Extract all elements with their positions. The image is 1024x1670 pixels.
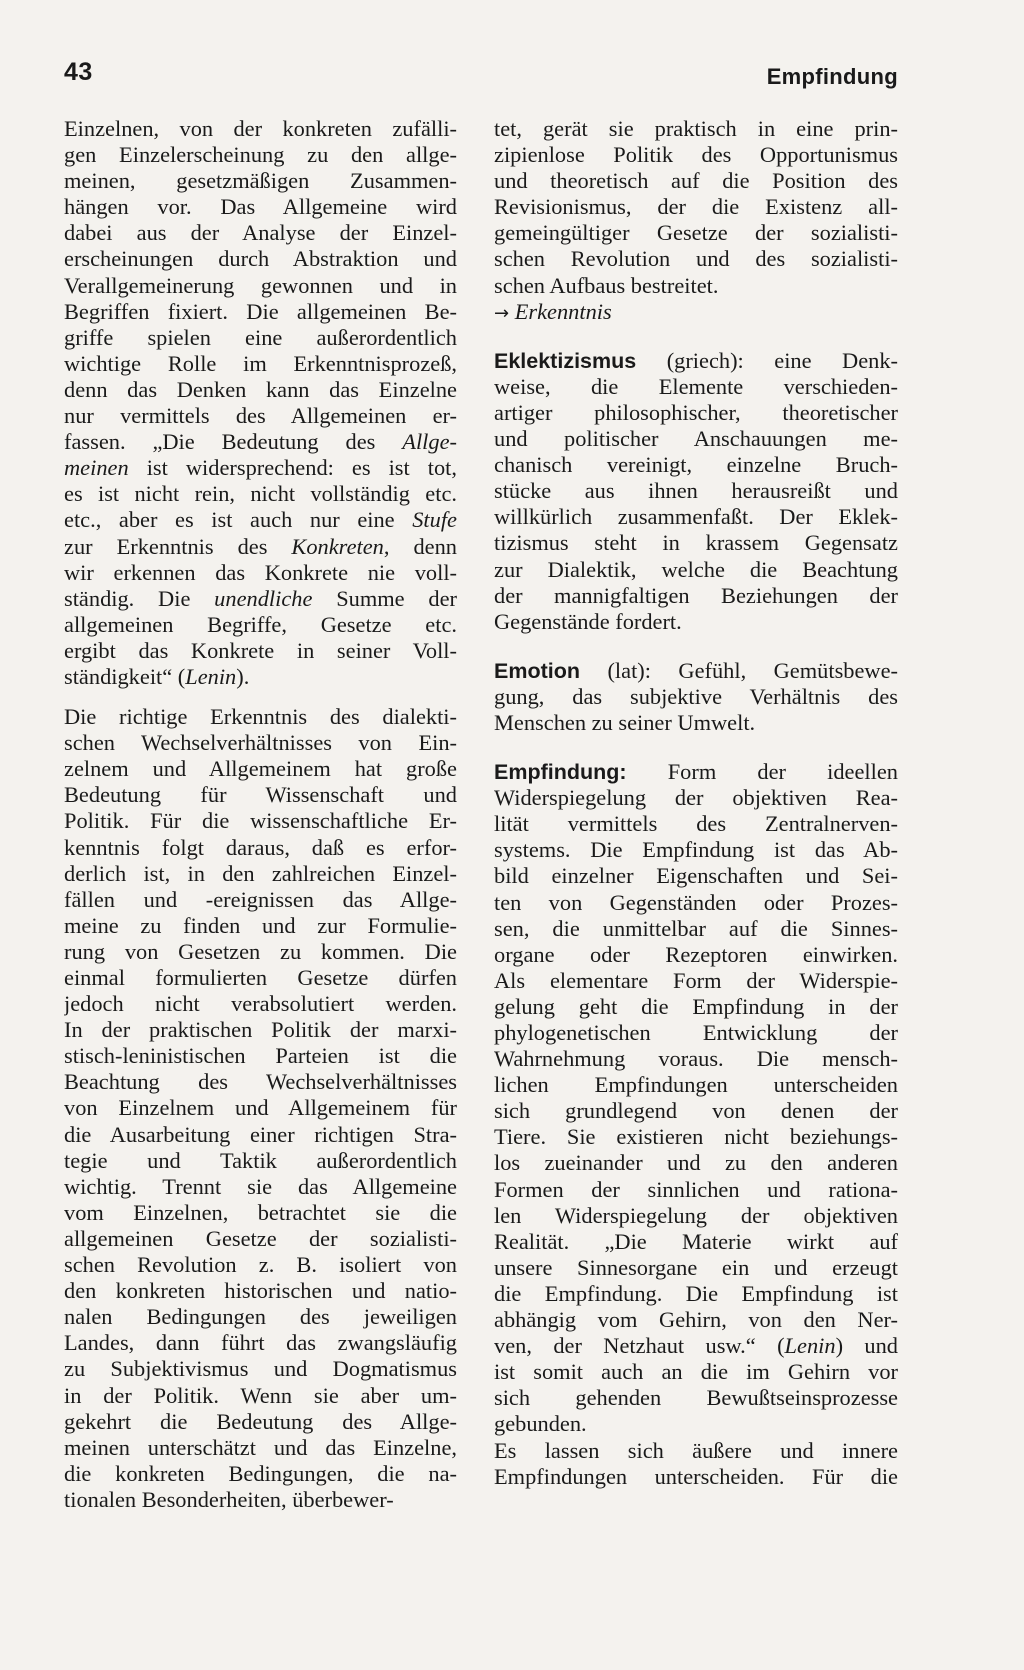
text-line	[64, 586, 457, 612]
left-column	[64, 116, 457, 1513]
cross-reference[interactable]	[494, 299, 898, 325]
text-line: denn das Denken kann das Einzelne	[64, 376, 457, 402]
text-line: zu Subjektivismus und Dogmatismus	[64, 1356, 457, 1382]
text-line: zur Dialektik, welche die Beachtung	[494, 556, 898, 582]
text-line: gebunden.	[494, 1411, 587, 1437]
entry-first-line	[494, 348, 898, 374]
text-line: schen Wechselverhältnisses von Ein-	[64, 730, 457, 756]
entry-first-line	[494, 759, 898, 785]
italic-term: Allge-	[402, 429, 457, 455]
text-fragment: ).	[236, 663, 250, 689]
text-line: die Empfindung. Die Empfindung ist	[494, 1280, 898, 1306]
text-line: chanisch vereinigt, einzelne Bruch-	[494, 452, 898, 478]
text-line: Empfindungen unterscheiden. Für die	[494, 1463, 898, 1489]
entry-headword: Empfindung:	[494, 760, 627, 785]
text-line: nur vermittels des Allgemeinen er-	[64, 403, 457, 429]
text-line	[64, 455, 457, 481]
entry-headword: Eklektizismus	[494, 348, 637, 373]
entry-eklektizismus	[494, 348, 898, 635]
italic-term: Konkreten	[291, 533, 384, 559]
text-fragment: Summe der	[312, 585, 457, 611]
text-line: Beachtung des Wechselverhältnisses	[64, 1069, 457, 1095]
entry-headword: Emotion	[494, 658, 580, 683]
text-line: meine zu finden und zur Formulie-	[64, 912, 457, 938]
text-line: meinen unterschätzt und das Einzelne,	[64, 1434, 457, 1460]
text-fragment: ständigkeit“ (	[64, 663, 186, 689]
text-line: Politik. Für die wissenschaftliche Er-	[64, 808, 457, 834]
text-line: gen Einzelerscheinung zu den allge-	[64, 142, 457, 168]
paragraph-continuation-right	[494, 116, 898, 299]
text-line: gemeingültiger Gesetze der sozialisti-	[494, 220, 898, 246]
text-line: wichtige Rolle im Erkenntnisprozeß,	[64, 350, 457, 376]
text-line: stücke aus ihnen herausreißt und	[494, 478, 898, 504]
text-line: In der praktischen Politik der marxi-	[64, 1017, 457, 1043]
text-line: ist somit auch an die im Gehirn vor	[494, 1359, 898, 1385]
text-line	[64, 534, 457, 560]
italic-term: meinen	[64, 455, 129, 481]
text-line: Gegenstände fordert.	[494, 608, 682, 634]
running-head: Empfindung	[766, 64, 898, 89]
text-line: sich grundlegend von denen der	[494, 1098, 898, 1124]
text-line: abhängig vom Gehirn, von den Ner-	[494, 1307, 898, 1333]
text-line: Tiere. Sie existieren nicht beziehungs-	[494, 1124, 898, 1150]
text-line: wir erkennen das Konkrete nie voll-	[64, 559, 457, 585]
text-line: Widerspiegelung der objektiven Rea-	[494, 785, 898, 811]
text-fragment: (griech): eine Denk-	[636, 347, 898, 373]
text-line: systems. Die Empfindung ist das Ab-	[494, 837, 898, 863]
text-line: Als elementare Form der Widerspie-	[494, 967, 898, 993]
text-line: artiger philosophischer, theoretischer	[494, 399, 898, 425]
text-line: nalen Bedingungen des jeweiligen	[64, 1304, 457, 1330]
text-line: gelung geht die Empfindung in der	[494, 993, 898, 1019]
text-line: fällen und -ereignissen das Allge-	[64, 886, 457, 912]
text-line: Begriffen fixiert. Die allgemeinen Be-	[64, 298, 457, 324]
text-line: zelnem und Allgemeinem hat große	[64, 756, 457, 782]
entry-first-line	[494, 658, 898, 684]
text-line: Die richtige Erkenntnis des dialekti-	[64, 704, 457, 730]
text-line: derlich ist, in den zahlreichen Einzel-	[64, 860, 457, 886]
text-line	[494, 1333, 898, 1359]
text-line: bild einzelner Eigenschaften und Sei-	[494, 863, 898, 889]
text-line: ten von Gegenständen oder Prozes-	[494, 889, 898, 915]
text-line: den konkreten historischen und natio-	[64, 1278, 457, 1304]
text-line	[64, 664, 457, 690]
text-line: ergibt das Konkrete in seiner Voll-	[64, 637, 457, 663]
text-line: meinen, gesetzmäßigen Zusammen-	[64, 168, 457, 194]
text-fragment: ständig. Die	[64, 585, 215, 611]
italic-term: Lenin	[784, 1333, 836, 1359]
text-line: stisch-leninistischen Parteien ist die	[64, 1043, 457, 1069]
page-number: 43	[64, 58, 93, 86]
text-fragment: fassen. „Die Bedeutung des	[64, 429, 403, 455]
text-line: der mannigfaltigen Beziehungen der	[494, 582, 898, 608]
text-line: schen Revolution z. B. isoliert von	[64, 1252, 457, 1278]
text-line: unsere Sinnesorgane ein und erzeugt	[494, 1254, 898, 1280]
text-line: die Ausarbeitung einer richtigen Stra-	[64, 1121, 457, 1147]
text-line: organe oder Rezeptoren einwirken.	[494, 941, 898, 967]
italic-term: Lenin	[185, 663, 237, 689]
text-line	[64, 429, 457, 455]
text-line: jedoch nicht verabsolutiert werden.	[64, 991, 457, 1017]
text-fragment: etc., aber es ist auch nur eine	[64, 507, 413, 533]
text-line: lität vermittels des Zentralnerven-	[494, 811, 898, 837]
text-line: sen, die unmittelbar auf die Sinnes-	[494, 915, 898, 941]
arrow-right-icon: →	[494, 302, 510, 324]
text-line: es ist nicht rein, nicht vollständig etc.	[64, 481, 457, 507]
text-line: Bedeutung für Wissenschaft und	[64, 782, 457, 808]
text-line	[64, 507, 457, 533]
text-line: dabei aus der Analyse der Einzel-	[64, 220, 457, 246]
text-line: rung von Gesetzen zu kommen. Die	[64, 938, 457, 964]
text-line: und politischer Anschauungen me-	[494, 426, 898, 452]
text-line: sich gehenden Bewußtseinsprozesse	[494, 1385, 898, 1411]
text-line: Einzelnen, von der konkreten zufälli-	[64, 116, 457, 141]
text-line: kenntnis folgt daraus, daß es erfor-	[64, 834, 457, 860]
text-line: gekehrt die Bedeutung des Allge-	[64, 1408, 457, 1434]
italic-term: unendliche	[214, 585, 313, 611]
text-line: weise, die Elemente verschieden-	[494, 373, 898, 399]
text-line: allgemeinen Begriffe, Gesetze etc.	[64, 611, 457, 637]
text-line: Verallgemeinerung gewonnen und in	[64, 272, 457, 298]
text-line: und theoretisch auf die Position des	[494, 168, 898, 194]
text-line: Es lassen sich äußere und innere	[494, 1437, 898, 1463]
right-column	[494, 116, 898, 1490]
text-line: Menschen zu seiner Umwelt.	[494, 709, 756, 735]
text-line: vom Einzelnen, betrachtet sie die	[64, 1199, 457, 1225]
text-line: wichtig. Trennt sie das Allgemeine	[64, 1173, 457, 1199]
text-fragment: ) und	[835, 1333, 898, 1359]
text-line: einmal formulierten Gesetze dürfen	[64, 965, 457, 990]
text-fragment: ven, der Netzhaut usw.“ (	[494, 1333, 785, 1359]
text-fragment: Form der ideellen	[626, 759, 898, 785]
text-line: tet, gerät sie praktisch in eine prin-	[494, 116, 898, 141]
text-line: los zueinander und zu den anderen	[494, 1150, 898, 1176]
entry-emotion	[494, 658, 898, 736]
paragraph-dialectics	[64, 704, 457, 1513]
text-line: Realität. „Die Materie wirkt auf	[494, 1228, 898, 1254]
text-line: Wahrnehmung voraus. Die mensch-	[494, 1046, 898, 1072]
text-line: Landes, dann führt das zwangsläufig	[64, 1330, 457, 1356]
paragraph-continuation	[64, 116, 457, 690]
text-line: allgemeinen Gesetze der sozialisti-	[64, 1225, 457, 1251]
text-fragment: (lat): Gefühl, Gemütsbewe-	[580, 657, 898, 683]
text-line: lichen Empfindungen unterscheiden	[494, 1072, 898, 1098]
text-line: gung, das subjektive Verhältnis des	[494, 683, 898, 709]
entry-empfindung	[494, 759, 898, 1490]
text-line: erscheinungen durch Abstraktion und	[64, 246, 457, 272]
text-fragment: zur Erkenntnis des	[64, 533, 292, 559]
text-line: griffe spielen eine außerordentlich	[64, 324, 457, 350]
text-line: die konkreten Bedingungen, die na-	[64, 1460, 457, 1486]
text-line: zipienlose Politik des Opportunismus	[494, 142, 898, 168]
text-line: Formen der sinnlichen und rationa-	[494, 1176, 898, 1202]
cross-reference-term: Erkenntnis	[514, 298, 612, 324]
text-line: schen Revolution und des sozialisti-	[494, 246, 898, 272]
text-line: tegie und Taktik außerordentlich	[64, 1147, 457, 1173]
text-line: tionalen Besonderheiten, überbewer-	[64, 1486, 394, 1512]
text-line: in der Politik. Wenn sie aber um-	[64, 1382, 457, 1408]
text-line: schen Aufbaus bestreitet.	[494, 272, 719, 298]
text-line: Revisionismus, der die Existenz all-	[494, 194, 898, 220]
text-line: hängen vor. Das Allgemeine wird	[64, 194, 457, 220]
text-line: von Einzelnem und Allgemeinem für	[64, 1095, 457, 1121]
text-line: tizismus steht in krassem Gegensatz	[494, 530, 898, 556]
text-line: willkürlich zusammenfaßt. Der Eklek-	[494, 504, 898, 530]
text-fragment: , denn	[383, 533, 457, 559]
italic-term: Stufe	[412, 507, 457, 533]
text-fragment: ist widersprechend: es ist tot,	[128, 455, 457, 481]
text-line: phylogenetischen Entwicklung der	[494, 1020, 898, 1045]
text-line: len Widerspiegelung der objektiven	[494, 1202, 898, 1228]
